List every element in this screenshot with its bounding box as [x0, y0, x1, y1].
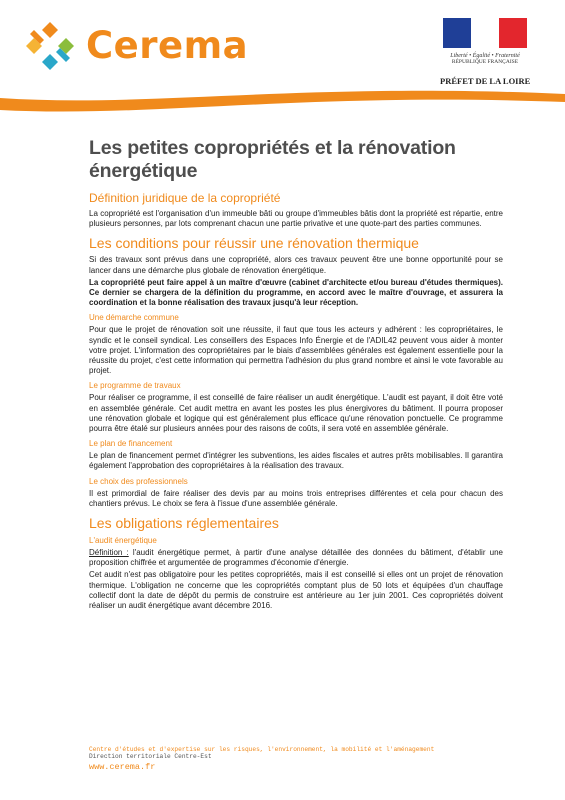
subheading-demarche: Une démarche commune — [89, 313, 179, 323]
audit-definition — [89, 548, 503, 568]
audit-text: Cet audit n'est pas obligatoire pour les petites copropriétés, mais il est conseillé si elles ont un projet de rénovation thermique. L'obligation ne concerne que les copropriétés comptant plus de 50 lots et équipées d'un chauffage collectif dont la date de dépôt du permis de construire est antérieure au 1er juin 2001. Ces copropriétés doivent réaliser un audit énergétique avant décembre 2016. — [89, 570, 503, 611]
brand-name: Cerema — [86, 24, 249, 67]
cerema-logo-icon — [22, 18, 78, 74]
section-heading-conditions: Les conditions pour réussir une rénovation thermique — [89, 235, 419, 252]
definition-text: La copropriété est l'organisation d'un immeuble bâti ou groupe d'immeubles bâtis dont la propriété est répartie, entre plusieurs personnes, par lots comprenant chacun une partie privative et une quote-part des parties communes. — [89, 209, 503, 229]
conditions-intro: Si des travaux sont prévus dans une copropriété, alors ces travaux peuvent être une bonne opportunité pour se lancer dans une démarche plus globale de rénovation énergétique. — [89, 255, 503, 275]
prefet-label: PRÉFET DE LA LOIRE — [440, 76, 531, 86]
subheading-audit: L'audit énergétique — [89, 536, 157, 546]
flag-icon — [443, 18, 527, 48]
conditions-bold-text: La copropriété peut faire appel à un maître d'œuvre (cabinet d'architecte et/ou bureau d'études thermiques). Ce dernier se chargera de la définition du programme, en accord avec le maître d'ouvrage, et assurera la coordination et la bonne réalisation des travaux jusqu'à leur réception. — [89, 277, 503, 308]
subheading-financement: Le plan de financement — [89, 439, 173, 449]
orange-wave-band — [0, 88, 565, 140]
demarche-text: Pour que le projet de rénovation soit une réussite, il faut que tous les acteurs y adhérent : les copropriétaires, le syndic et le conseil syndical. Les conseillers des Espaces Info Énergie et de l'ADIL42 peuvent vous aider à monter votre projet. L'information des copropriétaires par le biais d'assemblées générales est également essentielle pour la réussite du projet, c'est cette information qui permettra l'adhésion du plus grand nombre et ainsi le vote favorable au projet. — [89, 325, 503, 376]
section-heading-definition: Définition juridique de la copropriété — [89, 191, 281, 205]
footer-url-link[interactable]: www.cerema.fr — [89, 762, 156, 772]
footer-org: Centre d'études et d'expertise sur les risques, l'environnement, la mobilité et l'aménagement — [89, 746, 435, 753]
subheading-programme: Le programme de travaux — [89, 381, 181, 391]
financement-text: Le plan de financement permet d'intégrer les subventions, les aides fiscales et autres prêts mobilisables. Il garantira également l'approbation des copropriétaires à la réalisation des travaux. — [89, 451, 503, 471]
definition-body: l'audit énergétique permet, à partir d'une analyse détaillée des données du bâtiment, d'établir une proposition chiffrée et argumentée de programmes d'économie d'énergie. — [89, 548, 503, 568]
page-title: Les petites copropriétés et la rénovation énergétique — [89, 137, 456, 182]
definition-label: Définition : — [89, 548, 129, 558]
footer — [89, 746, 434, 772]
republique-logo — [443, 18, 527, 65]
subheading-professionnels: Le choix des professionnels — [89, 476, 188, 486]
republique-label: RÉPUBLIQUE FRANÇAISE — [451, 59, 519, 65]
programme-text: Pour réaliser ce programme, il est conseillé de faire réaliser un audit énergétique. L'audit est payant, il doit être voté en assemblée générale. Cet audit mettra en avant les postes les plus énergivores du bâtiment. Il pourra proposer une rénovation globale et logique qui est généralement plus efficace qu'une rénovation ponctuelle. Ce programme pourra être étalé sur plusieurs années pour des raisons de coûts, il sera voté en assemblée générale. — [89, 393, 503, 434]
motto: Liberté • Égalité • Fraternité — [450, 53, 520, 59]
document-body — [89, 137, 503, 613]
footer-direction: Direction territoriale Centre-Est — [89, 753, 212, 760]
professionnels-text: Il est primordial de faire réaliser des devis par au moins trois entreprises différentes et cela pour chacun des chantiers prévus. Le choix se fera à l'issue d'une assemblée générale. — [89, 488, 503, 508]
section-heading-obligations: Les obligations réglementaires — [89, 515, 279, 532]
